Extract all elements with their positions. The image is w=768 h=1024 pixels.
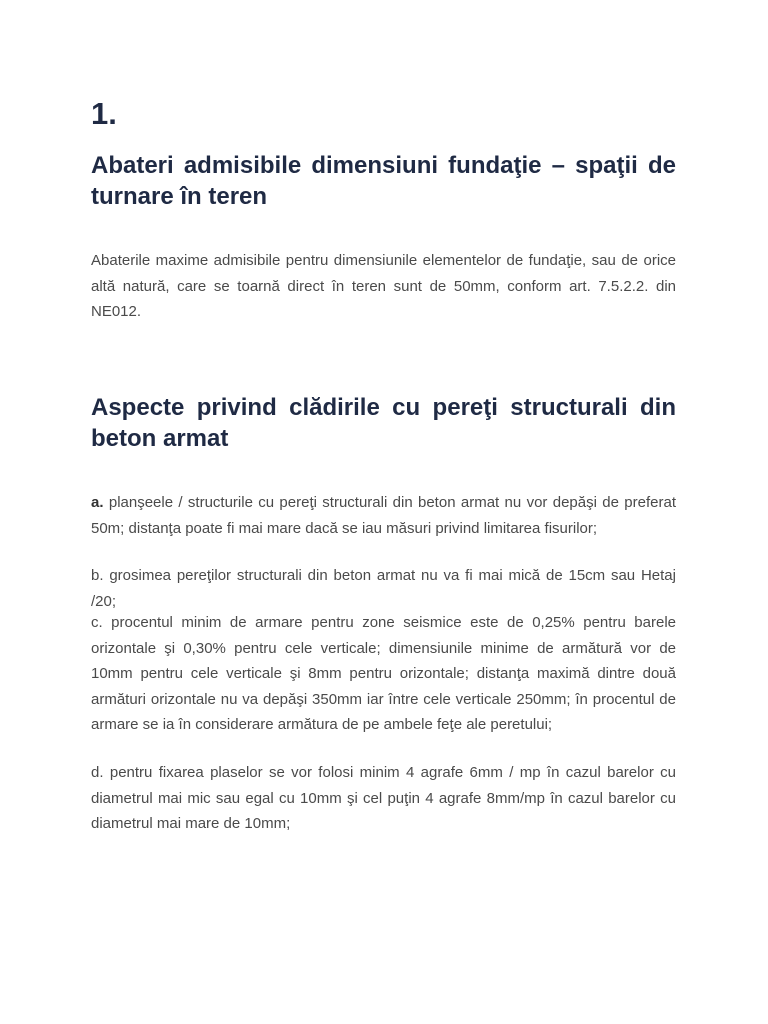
section-heading-foundation: Abateri admisibile dimensiuni fundaţie – spaţii de turnare în teren <box>91 152 676 210</box>
list-item-b: b. grosimea pereţilor structurali din beton armat nu va fi mai mică de 15cm sau Hetaj /20; <box>91 567 676 610</box>
list-item-c: c. procentul minim de armare pentru zone seismice este de 0,25% pentru barele orizontale şi 0,30% pentru cele verticale; dimensiunile minime de armătură vor de 10mm pentru cele verticale şi 8mm pentru orizontale; distanţa maximă dintre două armături orizontale nu va depăşi 350mm iar între cele verticale 250mm; în procentul de armare se ia în considerare armătura de pe ambele feţe ale peretului; <box>91 614 676 733</box>
list-item-a-label: a. <box>91 494 104 511</box>
paragraph-foundation-tolerance: Abaterile maxime admisibile pentru dimensiunile elementelor de fundaţie, sau de orice altă natură, care se toarnă direct în teren sunt de 50mm, conform art. 7.5.2.2. din NE012. <box>91 252 676 320</box>
section-number: 1. <box>91 96 117 131</box>
section-heading-walls: Aspecte privind clădirile cu pereţi structurali din beton armat <box>91 394 676 452</box>
list-item-a <box>91 490 676 541</box>
list-item-d: d. pentru fixarea plaselor se vor folosi minim 4 agrafe 6mm / mp în cazul barelor cu diametrul mai mic sau egal cu 10mm şi cel puţin 4 agrafe 8mm/mp în cazul barelor cu diametrul mai mare de 10mm; <box>91 764 676 832</box>
list-item-a-text: planşeele / structurile cu pereţi structurali din beton armat nu vor depăşi de preferat 50m; distanţa poate fi mai mare dacă se iau măsuri privind limitarea fisurilor; <box>91 494 676 537</box>
